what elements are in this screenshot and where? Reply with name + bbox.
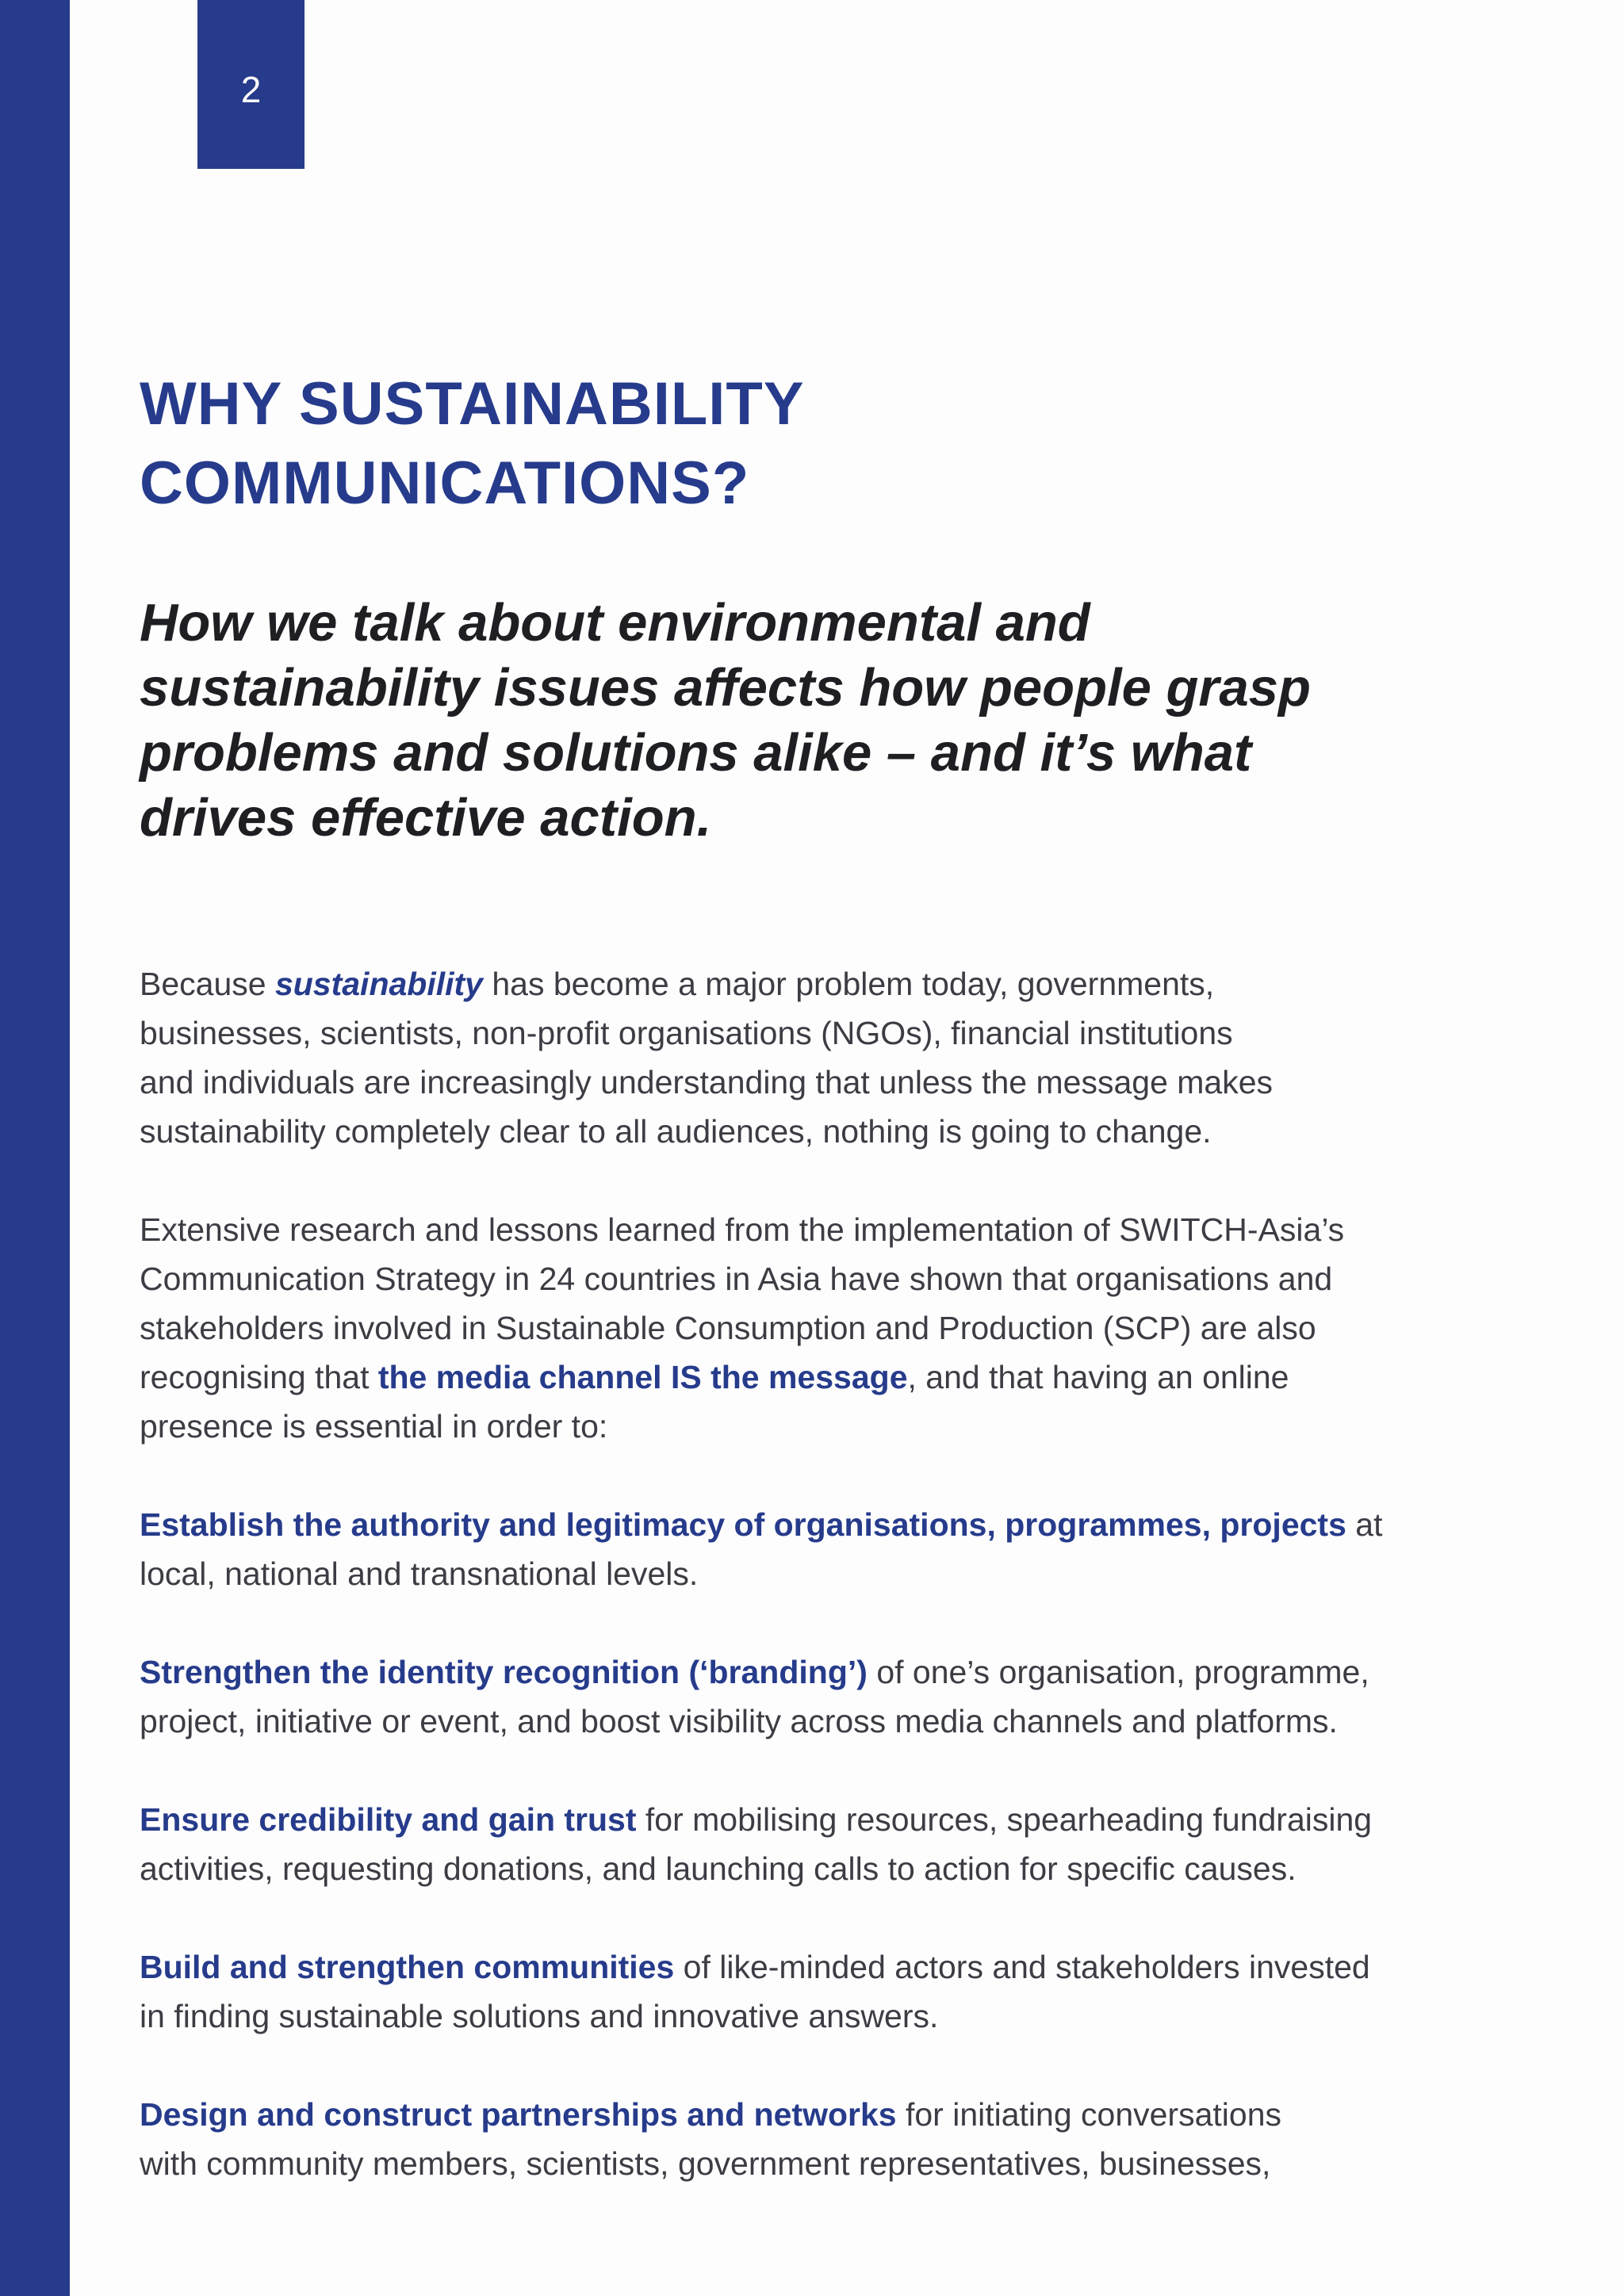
page-title [140, 365, 1408, 523]
title-line: WHY SUSTAINABILITY [140, 370, 805, 438]
text-run: has become a major problem today, governments, [482, 966, 1215, 1002]
text-run: Because [140, 966, 275, 1002]
paragraph-line [140, 1353, 1583, 1402]
point-heading: Ensure credibility and gain trust [140, 1801, 637, 1838]
point-communities [140, 1942, 1583, 2041]
paragraph-line: in finding sustainable solutions and innovative answers. [140, 1998, 939, 2034]
paragraph-line [140, 1647, 1583, 1697]
text-run: of one’s organisation, programme, [867, 1654, 1369, 1690]
left-accent-bar [0, 0, 70, 2296]
point-heading: Strengthen the identity recognition (‘branding’) [140, 1654, 868, 1690]
point-credibility [140, 1795, 1583, 1893]
text-run: at [1346, 1506, 1383, 1543]
point-heading: Establish the authority and legitimacy of organisations, programmes, projects [140, 1506, 1346, 1543]
paragraph-line: sustainability completely clear to all audiences, nothing is going to change. [140, 1113, 1212, 1150]
intro-paragraph [140, 959, 1583, 1156]
paragraph-line [140, 1500, 1583, 1549]
paragraph-line: local, national and transnational levels. [140, 1556, 699, 1592]
page-number-tab [197, 0, 304, 169]
research-paragraph [140, 1205, 1583, 1451]
point-partnerships [140, 2090, 1583, 2188]
paragraph-line: stakeholders involved in Sustainable Consumption and Production (SCP) are also [140, 1310, 1316, 1346]
point-heading: Build and strengthen communities [140, 1949, 675, 1985]
paragraph-line: Extensive research and lessons learned from the implementation of SWITCH-Asia’s [140, 1211, 1345, 1248]
lead-statement [140, 591, 1567, 851]
lead-line: sustainability issues affects how people grasp [140, 658, 1311, 718]
paragraph-line [140, 1795, 1583, 1844]
emphasis-phrase: the media channel IS the message [377, 1359, 908, 1395]
title-line: COMMUNICATIONS? [140, 450, 750, 517]
page-number: 2 [240, 68, 262, 110]
text-run: of like-minded actors and stakeholders invested [674, 1949, 1370, 1985]
point-authority [140, 1500, 1583, 1598]
paragraph-line [140, 1942, 1583, 1992]
paragraph-line: presence is essential in order to: [140, 1408, 608, 1445]
emphasis-term: sustainability [274, 966, 483, 1002]
lead-line: problems and solutions alike – and it’s what [140, 723, 1252, 783]
paragraph-line: project, initiative or event, and boost visibility across media channels and platforms. [140, 1703, 1338, 1739]
point-branding [140, 1647, 1583, 1746]
paragraph-line [140, 2090, 1583, 2139]
text-run: recognising that [140, 1359, 378, 1395]
lead-line: drives effective action. [140, 788, 712, 848]
text-run: for mobilising resources, spearheading fundraising [636, 1801, 1373, 1838]
paragraph-line: businesses, scientists, non-profit organisations (NGOs), financial institutions [140, 1015, 1233, 1051]
paragraph-line: with community members, scientists, government representatives, businesses, [140, 2145, 1271, 2182]
paragraph-line: activities, requesting donations, and launching calls to action for specific causes. [140, 1850, 1297, 1887]
text-run: , and that having an online [907, 1359, 1289, 1395]
paragraph-line: Communication Strategy in 24 countries in Asia have shown that organisations and [140, 1261, 1333, 1297]
paragraph-line [140, 959, 1583, 1008]
point-heading: Design and construct partnerships and networks [140, 2096, 897, 2133]
paragraph-line: and individuals are increasingly understanding that unless the message makes [140, 1064, 1274, 1100]
lead-line: How we talk about environmental and [140, 593, 1090, 652]
text-run: for initiating conversations [896, 2096, 1281, 2133]
